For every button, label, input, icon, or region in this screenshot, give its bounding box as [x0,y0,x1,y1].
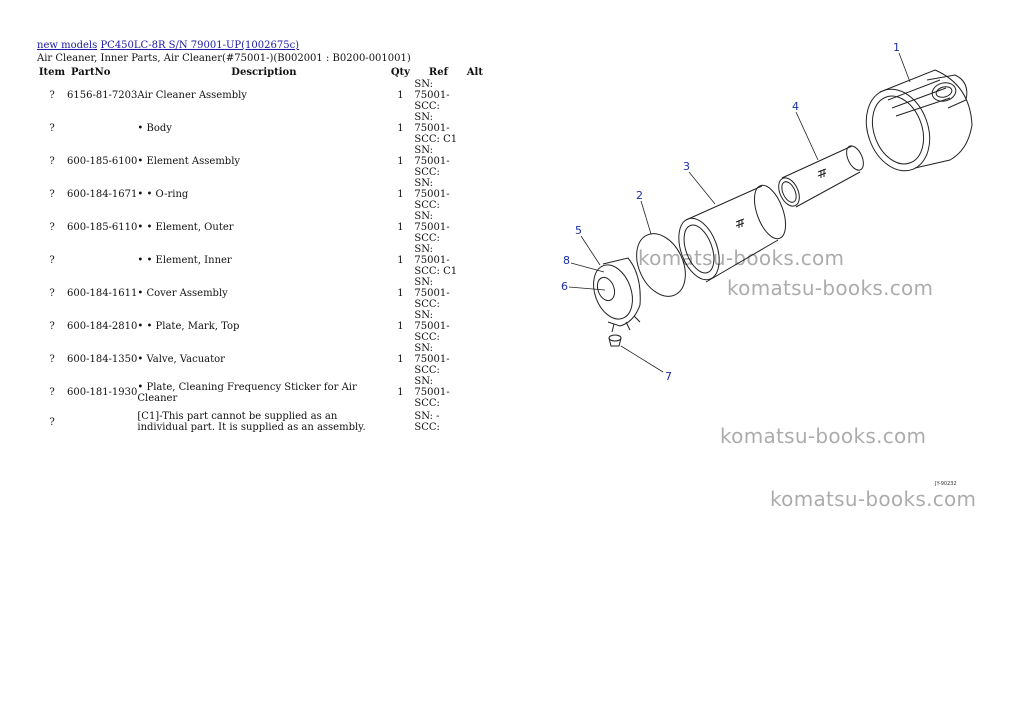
cell-ref: SN: 75001-SCC: [414,178,450,211]
vacuator-valve-drawing [609,335,621,346]
cell-item: ? [49,255,55,266]
breadcrumb-link-new-models[interactable]: new models [37,40,98,51]
cell-alt [462,343,487,376]
cell-ref: SN: 75001-SCC: [414,79,450,112]
cell-description: • • Element, Outer [137,222,234,233]
cell-partno [67,112,137,145]
header-item: Item [38,66,66,78]
drawing-number: JY-90232 [935,481,957,487]
cell-item: ? [49,90,55,101]
callout-4: 4 [792,100,799,113]
cell-description: • • Plate, Mark, Top [137,321,240,332]
callout-3: 3 [683,160,690,173]
table-row [37,343,487,376]
cell-alt [462,376,487,409]
cell-description-note: [C1]-This part cannot be supplied as an individual part. It is supplied as an assembly. [137,411,366,433]
cell-item: ? [49,321,55,332]
cell-alt [462,310,487,343]
cell-partno: 600-185-6100 [67,156,138,167]
cell-partno: 600-184-1671 [67,189,138,200]
cell-qty: 1 [397,354,404,365]
cell-partno: 600-181-1930 [67,387,138,398]
cell-item: ? [49,387,55,398]
cell-ref: SN: 75001-SCC: C1 [414,244,458,277]
cell-qty: 1 [397,255,404,266]
cell-ref: SN: -SCC: [414,411,440,433]
cell-item: ? [49,288,55,299]
table-header-row [37,65,487,79]
table-row [37,211,487,244]
cell-description: • Body [137,123,172,134]
header-partno: PartNo [71,66,111,78]
cell-item: ? [49,189,55,200]
inner-element-drawing [775,143,867,209]
cell-ref: SN: 75001-SCC: [414,145,450,178]
cell-alt [462,277,487,310]
cell-qty: 1 [397,321,404,332]
cell-partno: 600-184-1611 [67,288,138,299]
table-row [37,244,487,277]
cell-qty: 1 [397,156,404,167]
cell-alt [462,79,487,112]
cell-alt [462,211,487,244]
cell-partno: 600-184-2810 [67,321,138,332]
cell-ref: SN: 75001-SCC: C1 [414,112,458,145]
watermark-text: komatsu-books.com [638,246,845,270]
cell-qty: 1 [397,123,404,134]
cell-alt [462,178,487,211]
cell-partno: 6156-81-7203 [67,90,138,101]
breadcrumb [37,39,299,52]
callout-1: 1 [893,41,900,54]
cell-ref: SN: 75001-SCC: [414,343,450,376]
cell-description: • • O-ring [137,189,189,200]
callout-7: 7 [665,370,672,383]
cell-qty: 1 [397,288,404,299]
cell-alt [462,145,487,178]
cell-qty [390,409,410,435]
air-cleaner-body-drawing [855,70,972,180]
parts-table [37,65,487,435]
callout-8: 8 [563,254,570,267]
cell-ref: SN: 75001-SCC: [414,376,450,409]
cell-ref: SN: 75001-SCC: [414,310,450,343]
cell-item: ? [49,354,55,365]
cell-partno [67,409,137,435]
table-row [37,277,487,310]
cell-alt [462,112,487,145]
cell-description: • • Element, Inner [137,255,232,266]
cell-description: Air Cleaner Assembly [137,90,247,101]
cell-ref: SN: 75001-SCC: [414,211,450,244]
cell-qty: 1 [397,222,404,233]
callout-6: 6 [561,280,568,293]
breadcrumb-link-model[interactable]: PC450LC-8R S/N 79001-UP(1002675c) [100,40,300,51]
cell-qty: 1 [397,90,404,101]
cell-description: • Valve, Vacuator [137,354,225,365]
cell-partno: 600-184-1350 [67,354,138,365]
table-row [37,178,487,211]
header-alt: Alt [466,66,483,78]
cell-alt [462,244,487,277]
table-row [37,145,487,178]
table-row [37,376,487,409]
cell-qty: 1 [397,387,404,398]
callout-5: 5 [575,224,582,237]
header-qty: Qty [390,66,410,78]
cell-item: ? [49,156,55,167]
watermark-text: komatsu-books.com [770,487,977,511]
table-row [37,79,487,112]
table-row-note [37,409,487,435]
watermark-text: komatsu-books.com [727,276,934,300]
cell-description: • Element Assembly [137,156,241,167]
watermark-text: komatsu-books.com [720,424,927,448]
cell-partno: 600-185-6110 [67,222,138,233]
cell-partno [67,244,137,277]
cell-item: ? [49,123,55,134]
cell-description: • Plate, Cleaning Frequency Sticker for Air Cleaner [137,381,357,404]
table-row [37,310,487,343]
header-description: Description [231,66,297,78]
page-subtitle: Air Cleaner, Inner Parts, Air Cleaner(#75001-)(B002001 : B0200-001001) [37,53,411,64]
cell-item: ? [49,416,55,428]
cell-alt [462,409,487,435]
cell-description: • Cover Assembly [137,288,228,299]
cell-ref: SN: 75001-SCC: [414,277,450,310]
cell-qty: 1 [397,189,404,200]
header-ref: Ref [428,66,448,78]
cell-item: ? [49,222,55,233]
table-row [37,112,487,145]
callout-2: 2 [636,189,643,202]
